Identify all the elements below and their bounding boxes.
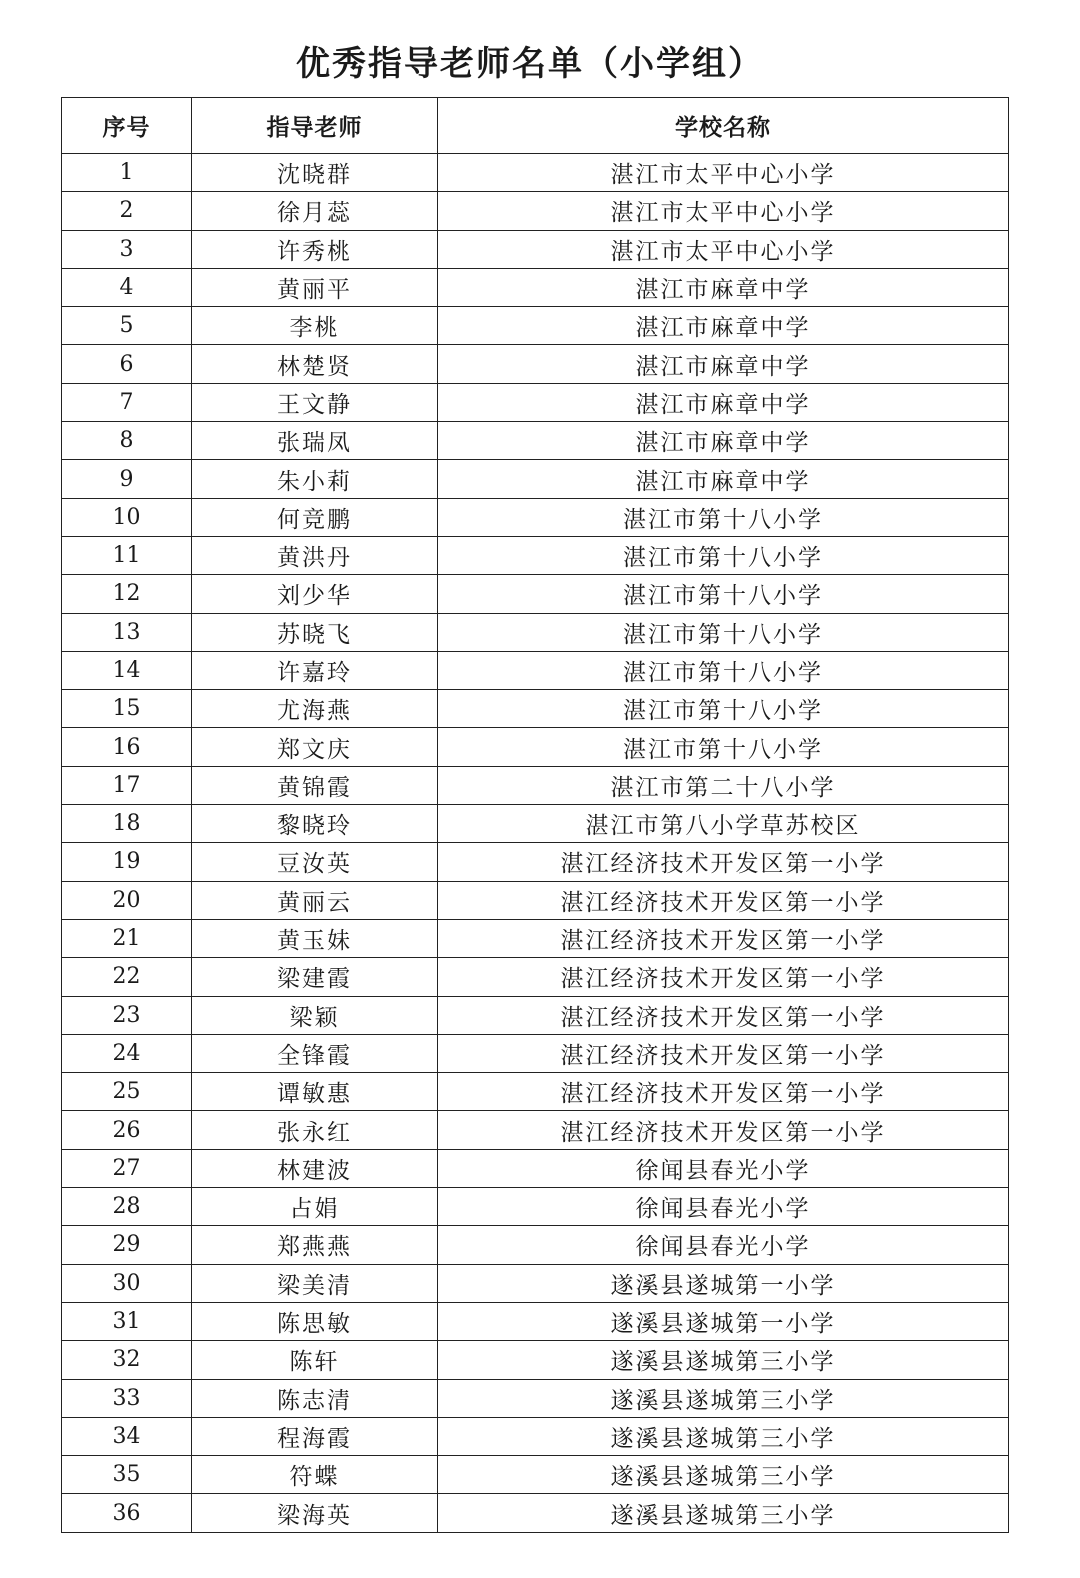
cell-teacher-name: 王文静: [192, 383, 438, 421]
table-row: [62, 651, 1009, 689]
cell-serial-number: 22: [62, 958, 192, 996]
cell-serial-number: 24: [62, 1034, 192, 1072]
cell-school-name: 湛江市麻章中学: [438, 383, 1009, 421]
table-row: [62, 1417, 1009, 1455]
cell-teacher-name: 梁建霞: [192, 958, 438, 996]
cell-serial-number: 5: [62, 307, 192, 345]
cell-serial-number: 19: [62, 843, 192, 881]
cell-school-name: 湛江市太平中心小学: [438, 192, 1009, 230]
cell-teacher-name: 郑燕燕: [192, 1226, 438, 1264]
cell-school-name: 遂溪县遂城第三小学: [438, 1456, 1009, 1494]
header-serial-number: 序号: [62, 98, 192, 154]
cell-teacher-name: 陈志清: [192, 1379, 438, 1417]
cell-teacher-name: 李桃: [192, 307, 438, 345]
cell-serial-number: 18: [62, 805, 192, 843]
cell-serial-number: 31: [62, 1302, 192, 1340]
cell-serial-number: 23: [62, 996, 192, 1034]
cell-serial-number: 6: [62, 345, 192, 383]
cell-teacher-name: 黎晓玲: [192, 805, 438, 843]
cell-school-name: 遂溪县遂城第三小学: [438, 1341, 1009, 1379]
cell-teacher-name: 郑文庆: [192, 728, 438, 766]
cell-teacher-name: 符蝶: [192, 1456, 438, 1494]
cell-school-name: 湛江经济技术开发区第一小学: [438, 843, 1009, 881]
cell-school-name: 湛江市麻章中学: [438, 422, 1009, 460]
cell-school-name: 湛江经济技术开发区第一小学: [438, 881, 1009, 919]
cell-teacher-name: 林建波: [192, 1149, 438, 1187]
cell-school-name: 湛江经济技术开发区第一小学: [438, 919, 1009, 957]
table-row: [62, 881, 1009, 919]
table-row: [62, 1302, 1009, 1340]
table-row: [62, 1188, 1009, 1226]
cell-school-name: 湛江市麻章中学: [438, 345, 1009, 383]
cell-teacher-name: 尤海燕: [192, 690, 438, 728]
cell-serial-number: 7: [62, 383, 192, 421]
cell-school-name: 湛江经济技术开发区第一小学: [438, 1073, 1009, 1111]
cell-school-name: 徐闻县春光小学: [438, 1188, 1009, 1226]
cell-school-name: 湛江市太平中心小学: [438, 154, 1009, 192]
cell-teacher-name: 何竞鹏: [192, 498, 438, 536]
cell-teacher-name: 全锋霞: [192, 1034, 438, 1072]
cell-school-name: 湛江市第十八小学: [438, 575, 1009, 613]
cell-serial-number: 17: [62, 766, 192, 804]
cell-serial-number: 27: [62, 1149, 192, 1187]
cell-teacher-name: 程海霞: [192, 1417, 438, 1455]
cell-teacher-name: 陈轩: [192, 1341, 438, 1379]
cell-school-name: 湛江经济技术开发区第一小学: [438, 1034, 1009, 1072]
cell-serial-number: 34: [62, 1417, 192, 1455]
cell-school-name: 湛江经济技术开发区第一小学: [438, 1111, 1009, 1149]
table-row: [62, 307, 1009, 345]
cell-teacher-name: 林楚贤: [192, 345, 438, 383]
cell-serial-number: 15: [62, 690, 192, 728]
table-row: [62, 1456, 1009, 1494]
table-row: [62, 1149, 1009, 1187]
cell-teacher-name: 黄锦霞: [192, 766, 438, 804]
cell-serial-number: 4: [62, 268, 192, 306]
cell-teacher-name: 占娟: [192, 1188, 438, 1226]
table-row: [62, 498, 1009, 536]
cell-school-name: 遂溪县遂城第三小学: [438, 1417, 1009, 1455]
cell-school-name: 徐闻县春光小学: [438, 1149, 1009, 1187]
teacher-table: [61, 97, 1009, 1533]
cell-serial-number: 3: [62, 230, 192, 268]
cell-school-name: 湛江市麻章中学: [438, 460, 1009, 498]
table-row: [62, 1379, 1009, 1417]
table-row: [62, 958, 1009, 996]
cell-school-name: 遂溪县遂城第一小学: [438, 1264, 1009, 1302]
table-row: [62, 1494, 1009, 1532]
cell-serial-number: 12: [62, 575, 192, 613]
table-header-row: [62, 98, 1009, 154]
table-row: [62, 1073, 1009, 1111]
cell-school-name: 湛江市第十八小学: [438, 536, 1009, 574]
cell-serial-number: 36: [62, 1494, 192, 1532]
cell-teacher-name: 黄玉妹: [192, 919, 438, 957]
cell-school-name: 湛江市太平中心小学: [438, 230, 1009, 268]
table-row: [62, 345, 1009, 383]
cell-serial-number: 26: [62, 1111, 192, 1149]
header-school: 学校名称: [438, 98, 1009, 154]
cell-teacher-name: 梁海英: [192, 1494, 438, 1532]
table-row: [62, 1264, 1009, 1302]
cell-school-name: 湛江经济技术开发区第一小学: [438, 996, 1009, 1034]
cell-teacher-name: 徐月蕊: [192, 192, 438, 230]
cell-teacher-name: 梁颖: [192, 996, 438, 1034]
cell-serial-number: 10: [62, 498, 192, 536]
cell-serial-number: 14: [62, 651, 192, 689]
cell-school-name: 遂溪县遂城第三小学: [438, 1494, 1009, 1532]
table-row: [62, 805, 1009, 843]
cell-teacher-name: 朱小莉: [192, 460, 438, 498]
table-row: [62, 1341, 1009, 1379]
table-row: [62, 728, 1009, 766]
cell-serial-number: 1: [62, 154, 192, 192]
cell-serial-number: 11: [62, 536, 192, 574]
table-row: [62, 690, 1009, 728]
cell-teacher-name: 梁美清: [192, 1264, 438, 1302]
table-row: [62, 843, 1009, 881]
table-row: [62, 996, 1009, 1034]
cell-teacher-name: 黄丽平: [192, 268, 438, 306]
cell-teacher-name: 陈思敏: [192, 1302, 438, 1340]
cell-serial-number: 8: [62, 422, 192, 460]
page-title: 优秀指导老师名单（小学组）: [296, 44, 764, 84]
table-row: [62, 192, 1009, 230]
table-row: [62, 613, 1009, 651]
cell-serial-number: 33: [62, 1379, 192, 1417]
cell-school-name: 湛江市第八小学草苏校区: [438, 805, 1009, 843]
table-row: [62, 268, 1009, 306]
cell-school-name: 湛江市第十八小学: [438, 651, 1009, 689]
cell-teacher-name: 张永红: [192, 1111, 438, 1149]
cell-school-name: 湛江市麻章中学: [438, 268, 1009, 306]
cell-school-name: 湛江市麻章中学: [438, 307, 1009, 345]
table-row: [62, 422, 1009, 460]
header-teacher: 指导老师: [192, 98, 438, 154]
cell-teacher-name: 沈晓群: [192, 154, 438, 192]
table-row: [62, 383, 1009, 421]
cell-serial-number: 21: [62, 919, 192, 957]
cell-serial-number: 2: [62, 192, 192, 230]
cell-serial-number: 9: [62, 460, 192, 498]
table-row: [62, 575, 1009, 613]
table-row: [62, 536, 1009, 574]
cell-serial-number: 29: [62, 1226, 192, 1264]
cell-teacher-name: 苏晓飞: [192, 613, 438, 651]
cell-school-name: 遂溪县遂城第三小学: [438, 1379, 1009, 1417]
cell-teacher-name: 张瑞凤: [192, 422, 438, 460]
cell-teacher-name: 许嘉玲: [192, 651, 438, 689]
cell-serial-number: 20: [62, 881, 192, 919]
table-row: [62, 919, 1009, 957]
cell-serial-number: 13: [62, 613, 192, 651]
table-row: [62, 154, 1009, 192]
cell-teacher-name: 谭敏惠: [192, 1073, 438, 1111]
table-row: [62, 230, 1009, 268]
cell-school-name: 湛江市第十八小学: [438, 690, 1009, 728]
cell-teacher-name: 黄丽云: [192, 881, 438, 919]
cell-serial-number: 25: [62, 1073, 192, 1111]
cell-serial-number: 35: [62, 1456, 192, 1494]
cell-school-name: 遂溪县遂城第一小学: [438, 1302, 1009, 1340]
table-row: [62, 1034, 1009, 1072]
cell-serial-number: 28: [62, 1188, 192, 1226]
cell-school-name: 徐闻县春光小学: [438, 1226, 1009, 1264]
cell-teacher-name: 许秀桃: [192, 230, 438, 268]
cell-teacher-name: 黄洪丹: [192, 536, 438, 574]
cell-school-name: 湛江市第十八小学: [438, 728, 1009, 766]
table-row: [62, 1226, 1009, 1264]
table-row: [62, 1111, 1009, 1149]
cell-school-name: 湛江经济技术开发区第一小学: [438, 958, 1009, 996]
cell-serial-number: 16: [62, 728, 192, 766]
table-row: [62, 766, 1009, 804]
cell-serial-number: 30: [62, 1264, 192, 1302]
cell-teacher-name: 刘少华: [192, 575, 438, 613]
cell-teacher-name: 豆汝英: [192, 843, 438, 881]
cell-school-name: 湛江市第十八小学: [438, 498, 1009, 536]
cell-serial-number: 32: [62, 1341, 192, 1379]
cell-school-name: 湛江市第十八小学: [438, 613, 1009, 651]
cell-school-name: 湛江市第二十八小学: [438, 766, 1009, 804]
table-row: [62, 460, 1009, 498]
